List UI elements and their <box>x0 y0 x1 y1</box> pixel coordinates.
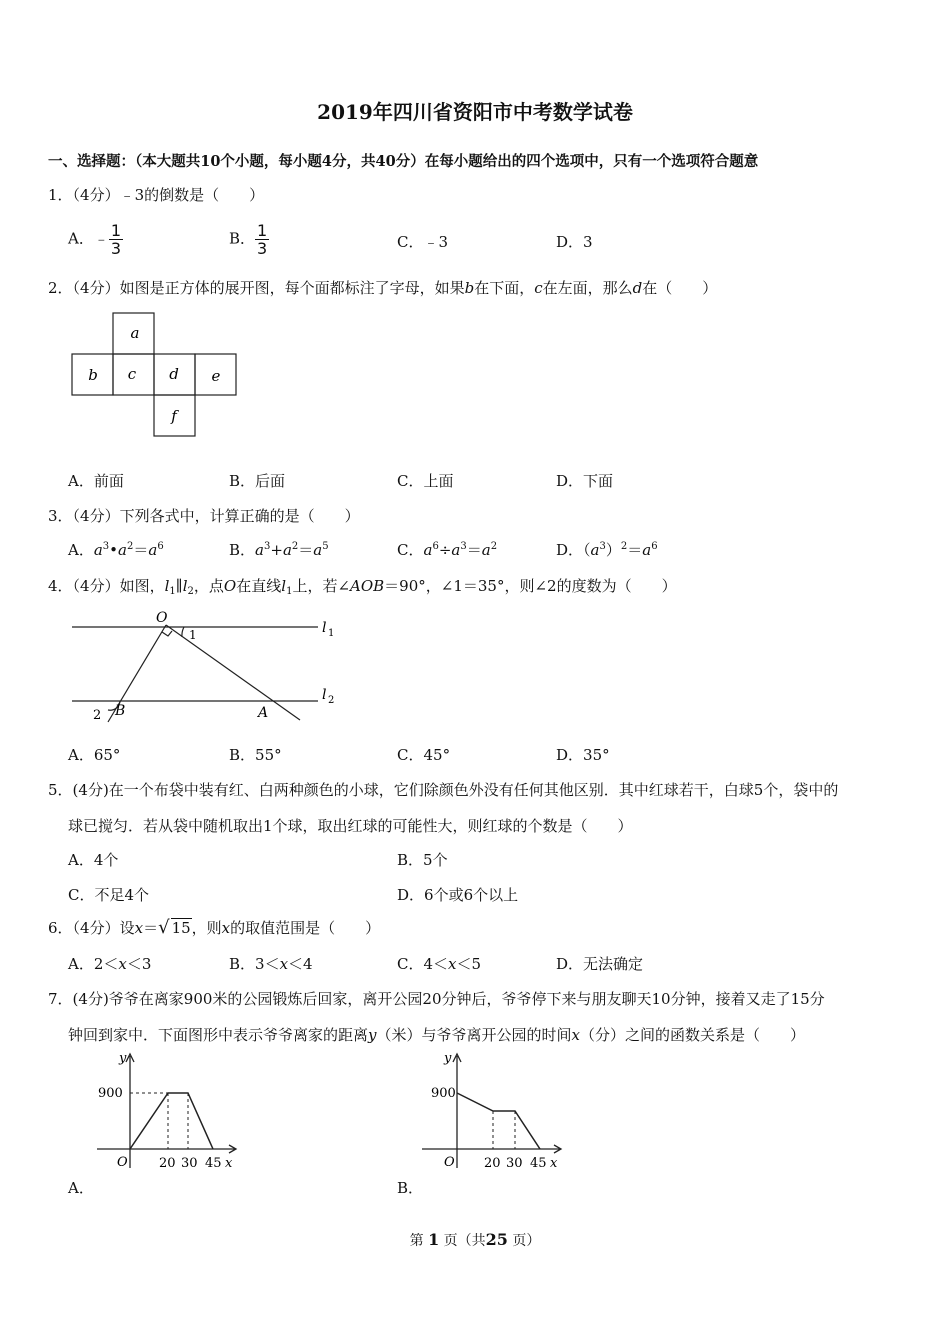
q4-stem-part-3: 在直线 <box>236 577 282 595</box>
q3-b-var-3: a <box>313 541 323 559</box>
q5-option-b[interactable]: B．5个 <box>397 851 448 869</box>
graph-a-tick-900: 900 <box>98 1086 123 1101</box>
q3-c-var: a <box>423 541 433 559</box>
q7-option-a[interactable]: A． <box>68 1179 94 1197</box>
question-7-line-2 <box>68 1024 805 1045</box>
q3-option-c[interactable] <box>397 539 497 560</box>
question-2-stem <box>48 277 717 298</box>
graph-b-x-label: x <box>550 1156 558 1171</box>
q4-option-d[interactable]: D．35° <box>556 746 610 764</box>
q4-l1-sub-again: 1 <box>286 586 293 597</box>
footer-page-number: 1 <box>428 1230 440 1249</box>
q7-line-2-part-b: （米）与爷爷离开公园的时间 <box>376 1026 572 1044</box>
q1-option-c[interactable]: C．﹣3 <box>397 233 449 251</box>
label-l2: l <box>322 687 327 703</box>
q3-option-a[interactable] <box>68 539 164 560</box>
q3-c-exp-2: 3 <box>460 541 467 552</box>
graph-a-tick-20: 20 <box>159 1156 176 1171</box>
q4-angle-aob: AOB <box>350 577 385 595</box>
net-label-b: b <box>88 366 98 384</box>
cube-net-figure <box>70 312 240 440</box>
q1-option-a-prefix: A．﹣ <box>68 229 109 248</box>
q3-option-b[interactable] <box>229 539 329 560</box>
graph-b-tick-45: 45 <box>530 1156 547 1171</box>
q4-l2-sub: 2 <box>187 586 194 597</box>
label-angle-1: 1 <box>189 628 197 642</box>
q1-option-a-fraction <box>109 222 123 257</box>
parallel-lines-figure <box>60 605 350 725</box>
section-heading: 一、选择题：（本大题共10个小题，每小题4分，共40分）在每小题给出的四个选项中，只有一个选项符合题意 <box>48 153 759 170</box>
net-label-f: f <box>171 407 177 425</box>
q3-c-var-2: a <box>451 541 461 559</box>
q1-option-a[interactable] <box>68 222 123 257</box>
q3-b-label: B． <box>229 541 256 559</box>
graph-a-function-line <box>130 1093 213 1149</box>
label-a: A <box>258 705 269 721</box>
footer-total-pages: 25 <box>485 1230 508 1249</box>
footer-mid: 页（共 <box>443 1233 486 1249</box>
q3-option-d[interactable] <box>556 539 658 560</box>
q4-point-o: O <box>223 577 237 595</box>
q2-option-b[interactable]: B．后面 <box>229 472 286 490</box>
question-6-stem <box>48 917 380 938</box>
q1-option-b[interactable] <box>229 222 269 257</box>
q7-option-b[interactable]: B． <box>397 1179 424 1197</box>
q6-b-part-2: ＜4 <box>288 955 313 973</box>
question-3-stem: 3．（4分）下列各式中，计算正确的是（ ） <box>48 507 360 525</box>
q5-option-a[interactable]: A．4个 <box>68 851 119 869</box>
q3-a-var-3: a <box>148 541 158 559</box>
q6-var-x-2: x <box>221 919 231 937</box>
graph-a-origin: O <box>117 1155 128 1170</box>
q3-d-var-2: a <box>642 541 652 559</box>
q2-option-d[interactable]: D．下面 <box>556 472 614 490</box>
q3-a-label: A． <box>68 541 94 559</box>
q6-c-part-2: ＜5 <box>456 955 482 973</box>
question-5-line-2: 球已搅匀．若从袋中随机取出1个球，取出红球的可能性大，则红球的个数是（ ） <box>68 817 633 835</box>
q6-c-var: x <box>448 955 457 973</box>
question-5-line-1: 5．(4分)在一个布袋中装有红、白两种颜色的小球，它们除颜色外没有任何其他区别．其中红球若干，白球5个，袋中的 <box>48 781 839 799</box>
right-angle-mark <box>162 631 172 636</box>
q3-a-dot: • <box>109 541 119 559</box>
label-l1: l <box>322 620 327 636</box>
q3-a-eq: ＝ <box>133 541 149 559</box>
q6-radical-sign: √ <box>158 917 170 938</box>
q6-radicand: 15 <box>171 919 191 937</box>
graph-a-y-label: y <box>119 1051 127 1066</box>
q5-option-d[interactable]: D．6个或6个以上 <box>397 886 519 904</box>
q6-stem-part-1: 6．（4分）设 <box>48 919 135 937</box>
q4-l1-sub: 1 <box>169 586 176 597</box>
footer-pre: 第 <box>409 1233 424 1249</box>
q1-b-denominator: 3 <box>257 239 268 258</box>
net-label-c: c <box>127 365 137 383</box>
question-7-line-1: 7．(4分)爷爷在离家900米的公园锻炼后回家，离开公园20分钟后，爷爷停下来与朋友聊天10分钟，接着又走了15分 <box>48 990 825 1008</box>
q3-b-exp-2: 2 <box>291 541 299 552</box>
q1-a-denominator: 3 <box>110 239 122 258</box>
q4-l1: l <box>164 577 170 595</box>
graph-a-x-label: x <box>225 1156 233 1171</box>
q4-stem-part-1: 4．（4分）如图， <box>48 577 165 595</box>
q3-d-exp-2: 2 <box>620 541 628 552</box>
q2-var-c: c <box>534 279 543 297</box>
page-title: 2019年四川省资阳市中考数学试卷 <box>317 100 633 124</box>
graph-a-tick-45: 45 <box>205 1156 222 1171</box>
q6-option-b[interactable] <box>229 953 313 974</box>
q6-b-var: x <box>279 955 289 973</box>
q1-b-numerator: 1 <box>257 221 268 240</box>
q6-b-part-1: B．3＜ <box>229 955 280 973</box>
graph-b-origin: O <box>444 1155 455 1170</box>
graph-option-a <box>95 1050 255 1175</box>
q3-b-eq: ＝ <box>298 541 314 559</box>
q3-c-var-3: a <box>481 541 491 559</box>
question-1-stem: 1．（4分）﹣3的倒数是（ ） <box>48 186 265 204</box>
graph-a-tick-30: 30 <box>181 1156 198 1171</box>
q1-option-b-prefix: B． <box>229 229 256 248</box>
q3-d-eq: ＝ <box>627 541 643 559</box>
label-l1-sub: 1 <box>328 628 335 639</box>
q3-b-var: a <box>255 541 264 559</box>
q4-stem-part-4: 上，若∠ <box>292 577 351 595</box>
q4-l1-again: l <box>281 577 287 595</box>
graph-b-y-label: y <box>444 1051 452 1066</box>
graph-b-tick-30: 30 <box>506 1156 523 1171</box>
graph-option-b <box>420 1050 580 1175</box>
q6-option-c[interactable] <box>397 953 481 974</box>
q3-c-exp-3: 2 <box>490 541 498 552</box>
q4-l2: l <box>182 577 188 595</box>
q2-var-d: d <box>632 279 643 297</box>
q7-line-2-part-c: （分）之间的函数关系是（ ） <box>579 1026 805 1044</box>
segment-oa <box>166 625 300 720</box>
q4-parallel: ∥ <box>175 577 183 595</box>
graph-b-function-line <box>457 1093 540 1149</box>
q7-var-y: y <box>368 1026 377 1044</box>
q3-d-exp-3: 6 <box>651 541 658 552</box>
q6-a-var: x <box>118 955 127 973</box>
q6-option-d[interactable]: D．无法确定 <box>556 955 644 973</box>
q3-c-div: ÷ <box>438 541 452 559</box>
q2-stem-part-4: 在（ ） <box>642 279 718 297</box>
q3-c-exp: 6 <box>432 541 439 552</box>
q6-stem-part-2: ，则 <box>191 919 222 937</box>
graph-b-tick-20: 20 <box>484 1156 501 1171</box>
q2-stem-part-1: 2．（4分）如图是正方体的展开图，每个面都标注了字母，如果 <box>48 279 465 297</box>
q3-b-plus: + <box>270 541 283 559</box>
q4-option-a[interactable]: A．65° <box>68 746 121 764</box>
q3-d-exp: 3 <box>599 541 606 552</box>
q4-option-c[interactable]: C．45° <box>397 746 451 764</box>
q3-d-var: a <box>590 541 600 559</box>
q3-b-var-2: a <box>282 541 292 559</box>
q3-c-eq: ＝ <box>466 541 482 559</box>
q4-option-b[interactable]: B．55° <box>229 746 282 764</box>
q3-d-lparen: （ <box>583 541 591 559</box>
q3-a-exp-2: 2 <box>126 541 134 552</box>
q3-a-var-2: a <box>118 541 127 559</box>
q3-c-label: C． <box>397 541 424 559</box>
label-l2-sub: 2 <box>328 695 335 706</box>
q6-a-part-2: ＜3 <box>126 955 152 973</box>
q1-option-b-fraction <box>255 222 269 257</box>
q6-var-x: x <box>134 919 144 937</box>
graph-b-tick-900: 900 <box>431 1086 456 1101</box>
q6-stem-part-3: 的取值范围是（ ） <box>230 919 381 937</box>
q4-stem-part-5: ＝90°，∠1＝35°，则∠2的度数为（ ） <box>384 577 677 595</box>
angle-1-arc <box>182 627 184 637</box>
net-label-d: d <box>169 365 179 383</box>
q4-stem-part-2: ，点 <box>193 577 224 595</box>
q5-option-c[interactable]: C．不足4个 <box>68 886 150 904</box>
net-label-e: e <box>211 367 221 385</box>
q3-a-exp: 3 <box>102 541 110 552</box>
q2-option-a[interactable]: A．前面 <box>68 472 124 490</box>
footer-post: 页） <box>512 1233 541 1249</box>
question-4-stem <box>48 575 677 596</box>
q7-var-x: x <box>571 1026 580 1044</box>
q3-b-exp: 3 <box>263 541 271 552</box>
label-o: O <box>156 610 168 626</box>
q1-a-numerator: 1 <box>110 221 122 240</box>
q3-b-exp-3: 5 <box>322 541 329 552</box>
q3-d-label: D． <box>556 541 584 559</box>
q1-option-d[interactable]: D．3 <box>556 233 593 251</box>
page-footer <box>0 1230 950 1250</box>
label-angle-2: 2 <box>93 708 102 723</box>
q2-stem-part-2: 在下面， <box>474 279 535 297</box>
q6-option-a[interactable] <box>68 953 151 974</box>
q6-a-part-1: A．2＜ <box>68 955 119 973</box>
q3-a-var: a <box>93 541 103 559</box>
q2-option-c[interactable]: C．上面 <box>397 472 454 490</box>
q3-a-exp-3: 6 <box>157 541 164 552</box>
q2-var-b: b <box>464 279 475 297</box>
q7-line-2-part-a: 钟回到家中．下面图形中表示爷爷离家的距离 <box>68 1026 369 1044</box>
q6-eq: ＝ <box>143 919 159 937</box>
label-b: B <box>115 703 126 719</box>
q2-stem-part-3: 在左面，那么 <box>542 279 633 297</box>
q6-c-part-1: C．4＜ <box>397 955 449 973</box>
q3-d-rparen: ） <box>605 541 621 559</box>
net-label-a: a <box>130 324 140 342</box>
